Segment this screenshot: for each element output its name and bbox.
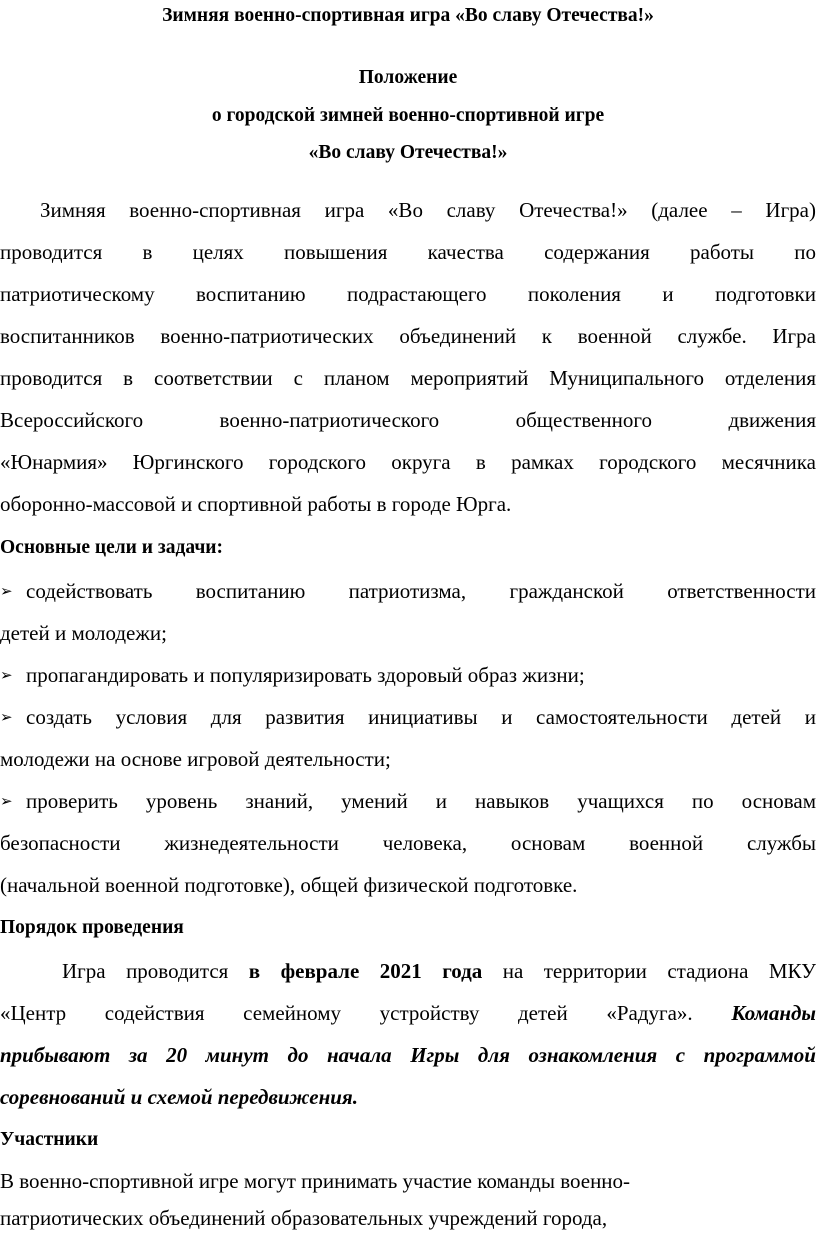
goal-continuation: безопасности жизнедеятельности человека, основам военной службы [0, 831, 816, 855]
intro-line: проводится в целях повышения качества содержания работы по [0, 240, 816, 264]
arrow-bullet-icon: ➢ [0, 666, 13, 684]
arrow-bullet-icon: ➢ [0, 582, 13, 600]
procedure-line: прибывают за 20 минут до начала Игры для ознакомления с программой [0, 1043, 816, 1067]
intro-line: «Юнармия» Юргинского городского округа в рамках городского месячника [0, 450, 816, 474]
goal-continuation: (начальной военной подготовке), общей физической подготовке. [0, 873, 578, 897]
intro-line: оборонно-массовой и спортивной работы в городе Юрга. [0, 492, 512, 516]
intro-line: воспитанников военно-патриотических объединений к военной службе. Игра [0, 324, 816, 348]
participants-line: В военно-спортивной игре могут принимать участие команды военно- [0, 1169, 631, 1193]
regulation-subtitle: о городской зимней военно-спортивной игре [211, 105, 605, 126]
procedure-line: соревнований и схемой передвижения. [0, 1085, 358, 1109]
goals-heading: Основные цели и задачи: [0, 537, 224, 558]
regulation-title: Положение [358, 67, 458, 88]
goal-item: ➢ проверить уровень знаний, умений и навыков учащихся по основам [0, 789, 816, 813]
intro-line: патриотическому воспитанию подрастающего поколения и подготовки [0, 282, 816, 306]
procedure-line: Игра проводится в феврале 2021 года на территории стадиона МКУ [62, 959, 816, 983]
procedure-line: «Центр содействия семейному устройству детей «Радуга». Команды [0, 1001, 816, 1025]
intro-line: Всероссийского военно-патриотического общественного движения [0, 408, 816, 432]
goal-continuation: молодежи на основе игровой деятельности; [0, 747, 391, 771]
goal-continuation: детей и молодежи; [0, 621, 167, 645]
goal-item: ➢ создать условия для развития инициативы и самостоятельности детей и [0, 705, 816, 729]
participants-heading: Участники [0, 1129, 99, 1150]
arrow-bullet-icon: ➢ [0, 708, 13, 726]
goal-item: ➢ содействовать воспитанию патриотизма, гражданской ответственности [0, 579, 816, 603]
document-top-title: Зимняя военно-спортивная игра «Во славу Отечества!» [162, 5, 654, 26]
intro-line: Зимняя военно-спортивная игра «Во славу Отечества!» (далее – Игра) [40, 198, 816, 222]
intro-line: проводится в соответствии с планом мероприятий Муниципального отделения [0, 366, 816, 390]
goal-item: ➢ пропагандировать и популяризировать здоровый образ жизни; [0, 663, 585, 687]
procedure-heading: Порядок проведения [0, 917, 184, 938]
arrow-bullet-icon: ➢ [0, 792, 13, 810]
regulation-game-name: «Во славу Отечества!» [308, 142, 508, 163]
participants-line: патриотических объединений образовательных учреждений города, [0, 1206, 608, 1230]
